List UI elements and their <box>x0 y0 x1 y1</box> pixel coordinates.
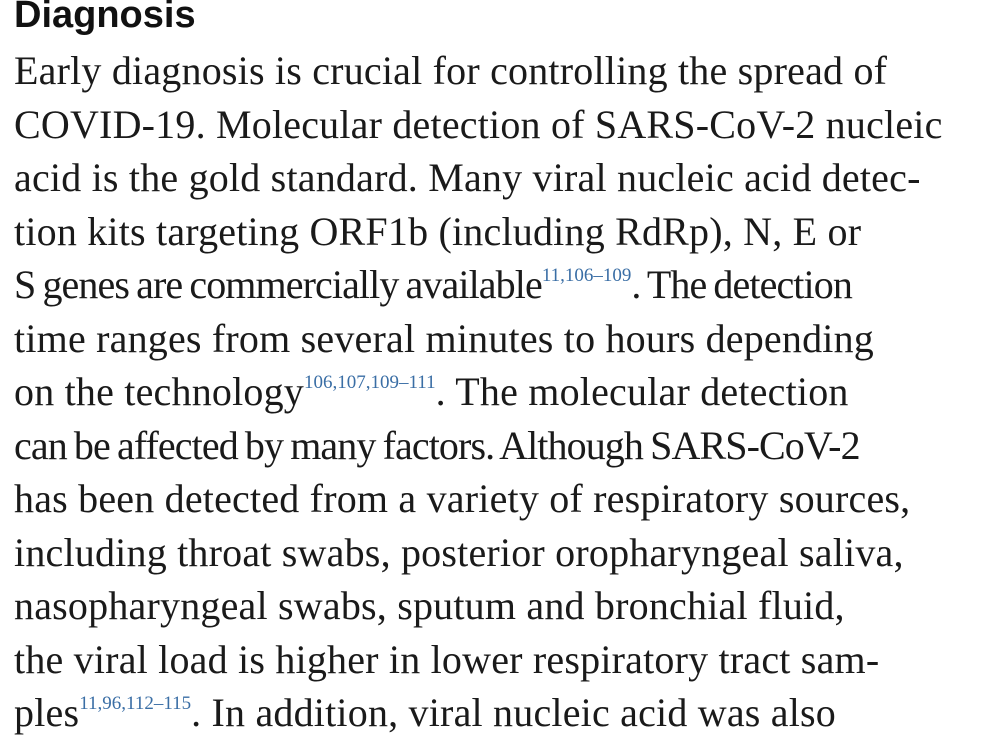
text-segment: . The molecular detection <box>435 369 849 414</box>
text-line: Early diagnosis is crucial for controlling the spread of <box>14 48 888 93</box>
text-segment: ples <box>14 690 80 735</box>
text-line: nasopharyngeal swabs, sputum and bronchial fluid, <box>14 583 845 628</box>
text-line: acid is the gold standard. Many viral nucleic acid detec- <box>14 155 921 200</box>
text-line: the viral load is higher in lower respiratory tract sam- <box>14 636 880 682</box>
text-line: has been detected from a variety of respiratory sources, <box>14 476 911 521</box>
text-segment: on the technology <box>14 369 305 414</box>
text-segment: S genes are commercially available <box>14 262 542 307</box>
text-line: can be affected by many factors. Although SARS-CoV-2 <box>14 422 860 468</box>
text-line <box>14 686 1000 740</box>
body-paragraph <box>14 44 1000 740</box>
text-line: tion kits targeting ORF1b (including RdRp), N, E or <box>14 208 862 254</box>
text-line <box>14 258 1000 312</box>
text-segment: . In addition, viral nucleic acid was also <box>191 690 836 735</box>
text-segment: . The detection <box>631 262 852 307</box>
text-line <box>14 365 1000 419</box>
section-heading: Diagnosis <box>14 0 196 36</box>
text-line: time ranges from several minutes to hours depending <box>14 315 874 361</box>
citation-link[interactable]: 106,107,109–111 <box>304 372 436 393</box>
citation-link[interactable]: 11,106–109 <box>541 265 632 286</box>
text-line: COVID-19. Molecular detection of SARS-CoV-2 nucleic <box>14 101 943 147</box>
citation-link[interactable]: 11,96,112–115 <box>79 693 192 714</box>
text-line: including throat swabs, posterior oropharyngeal saliva, <box>14 529 904 575</box>
